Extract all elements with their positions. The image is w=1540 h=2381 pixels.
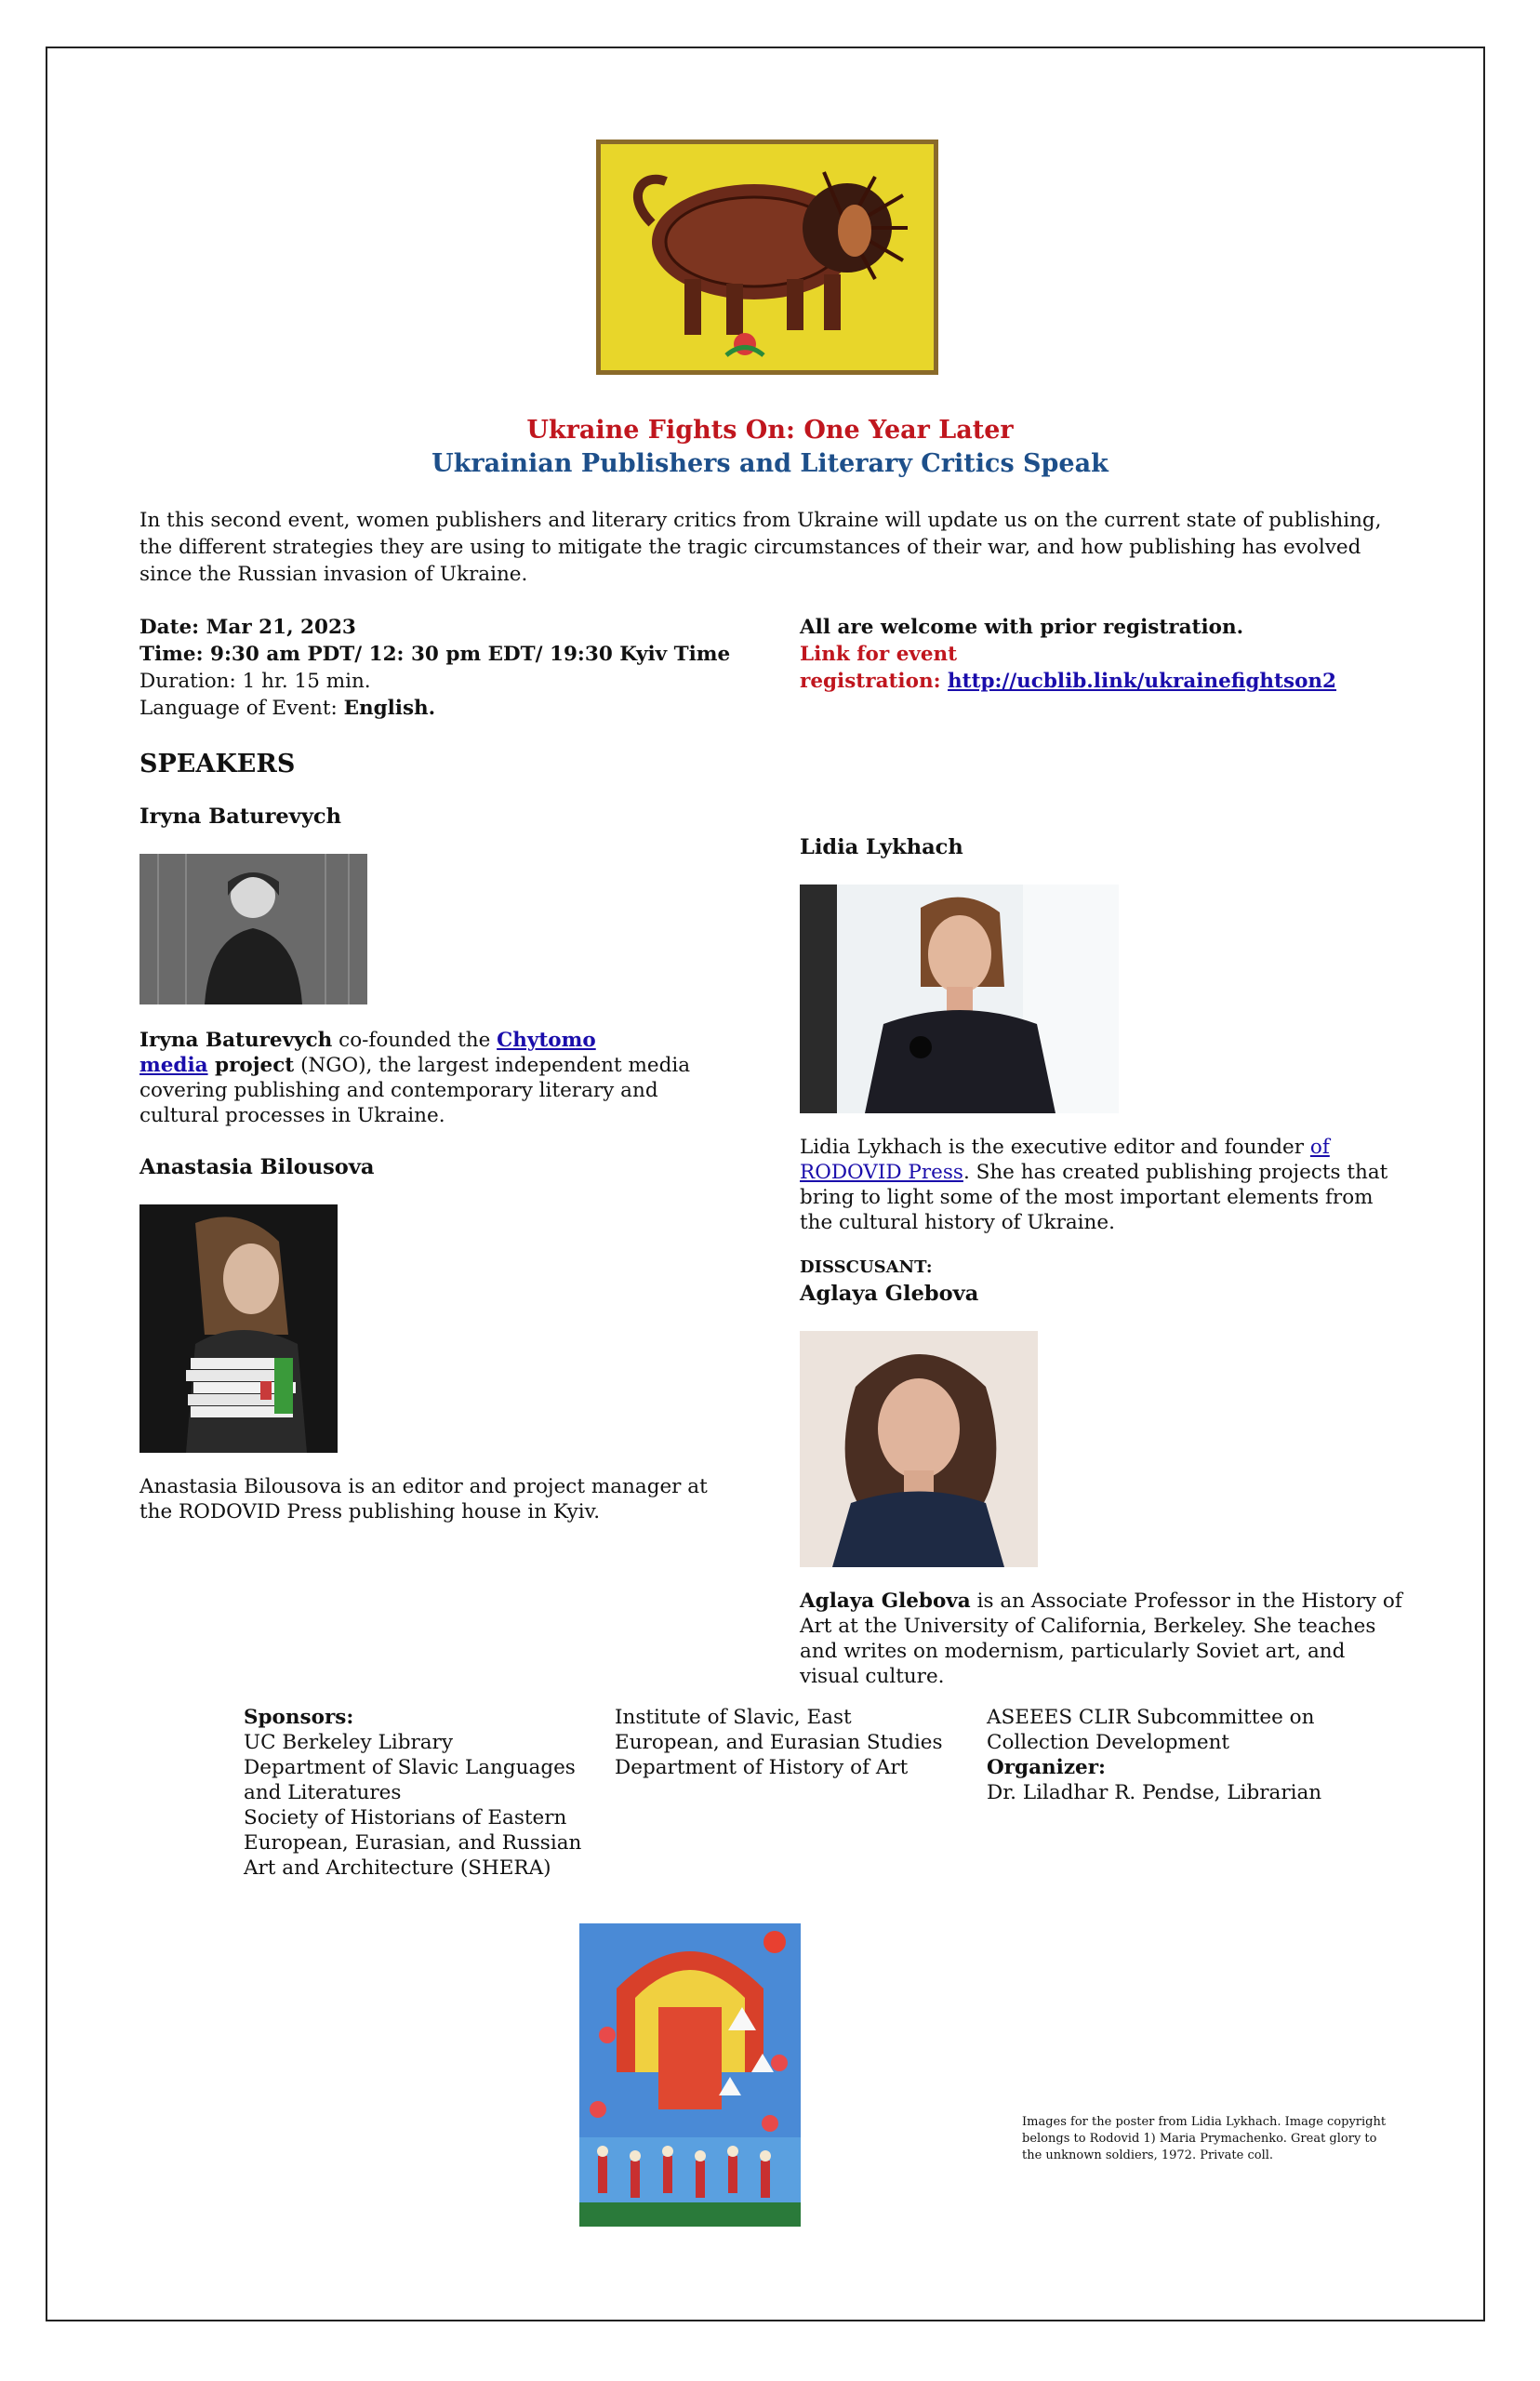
sponsor-line: Department of Slavic Languages (244, 1756, 576, 1779)
sponsors-col-1 (244, 1705, 597, 1881)
organizer-label: Organizer: (987, 1756, 1106, 1779)
sponsor-line: Society of Historians of Eastern (244, 1806, 567, 1829)
event-date: Date: Mar 21, 2023 (139, 616, 356, 639)
aglaya-bio: Aglaya Glebova is an Associate Professor in the History of Art at the University of California, Berkeley. She teaches and writes on modernism, particularly Soviet art, and visual culture. (800, 1590, 1402, 1688)
bottom-painting-image (579, 1923, 801, 2227)
iryna-bio: Iryna Baturevych co-founded the Chytomo media project (NGO), the largest independent media covering publishing and contemporary literary and cultural processes in Ukraine. (139, 1029, 691, 1127)
intro-paragraph: In this second event, women publishers and literary critics from Ukraine will update us on the current state of publishing, the different strategies they are using to mitigate the tragic circumstances of their war, and how publishing has evolved since the Russian invasion of Ukraine. (139, 509, 1382, 586)
aglaya-photo (800, 1331, 1038, 1567)
lidia-photo (800, 885, 1119, 1113)
event-language: Language of Event: English. (139, 697, 436, 720)
event-details (139, 614, 790, 722)
speakers-heading: SPEAKERS (139, 750, 296, 778)
sponsors-col-3 (987, 1705, 1359, 1805)
speaker-name-iryna: Iryna Baturevych (139, 805, 341, 829)
sponsor-line: European, and Eurasian Studies (615, 1731, 943, 1754)
discussant-name: Aglaya Glebova (800, 1282, 979, 1306)
title-line-1: Ukraine Fights On: One Year Later (526, 416, 1014, 445)
sponsor-line: ASEEES CLIR Subcommittee on (987, 1706, 1315, 1729)
anastasia-photo (139, 1204, 338, 1453)
event-duration: Duration: 1 hr. 15 min. (139, 670, 371, 693)
organizer-name: Dr. Liladhar R. Pendse, Librarian (987, 1781, 1322, 1804)
sponsor-line: Institute of Slavic, East (615, 1706, 852, 1729)
lidia-bio: Lidia Lykhach is the executive editor and founder of RODOVID Press. She has created publishing projects that bring to light some of the most important elements from the cultural history of Ukraine. (800, 1136, 1388, 1234)
speaker-name-anastasia: Anastasia Bilousova (139, 1155, 375, 1179)
link-label-2: registration: (800, 670, 948, 693)
iryna-photo (139, 854, 367, 1004)
sponsor-line: European, Eurasian, and Russian (244, 1831, 582, 1855)
top-painting-image (596, 140, 938, 375)
sponsors-col-2 (615, 1705, 968, 1780)
registration-info (800, 614, 1395, 695)
sponsors-label: Sponsors: (244, 1706, 354, 1729)
discussant-label: DISSCUSANT: (800, 1257, 933, 1277)
rodovid-press-link[interactable]: of RODOVID Press (800, 1136, 1330, 1184)
sponsor-line: Art and Architecture (SHERA) (244, 1856, 551, 1880)
welcome-text: All are welcome with prior registration. (800, 616, 1244, 639)
anastasia-bio: Anastasia Bilousova is an editor and project manager at the RODOVID Press publishing house in Kyiv. (139, 1475, 708, 1523)
sponsor-line: Department of History of Art (615, 1756, 909, 1779)
title-line-2: Ukrainian Publishers and Literary Critics Speak (431, 449, 1109, 478)
sponsor-line: UC Berkeley Library (244, 1731, 453, 1754)
sponsor-line: and Literatures (244, 1781, 402, 1804)
image-credit: Images for the poster from Lidia Lykhach. Image copyright belongs to Rodovid 1) Maria Prymachenko. Great glory to the unknown soldiers, 1972. Private coll. (1022, 2115, 1387, 2162)
chytomo-media-link[interactable]: media (139, 1054, 208, 1077)
sponsor-line: Collection Development (987, 1731, 1230, 1754)
chytomo-link[interactable]: Chytomo (497, 1029, 596, 1052)
link-label-1: Link for event (800, 643, 958, 666)
event-time: Time: 9:30 am PDT/ 12: 30 pm EDT/ 19:30 Kyiv Time (139, 643, 731, 666)
speaker-name-lidia: Lidia Lykhach (800, 835, 963, 859)
registration-link[interactable]: http://ucblib.link/ukrainefightson2 (948, 670, 1337, 693)
